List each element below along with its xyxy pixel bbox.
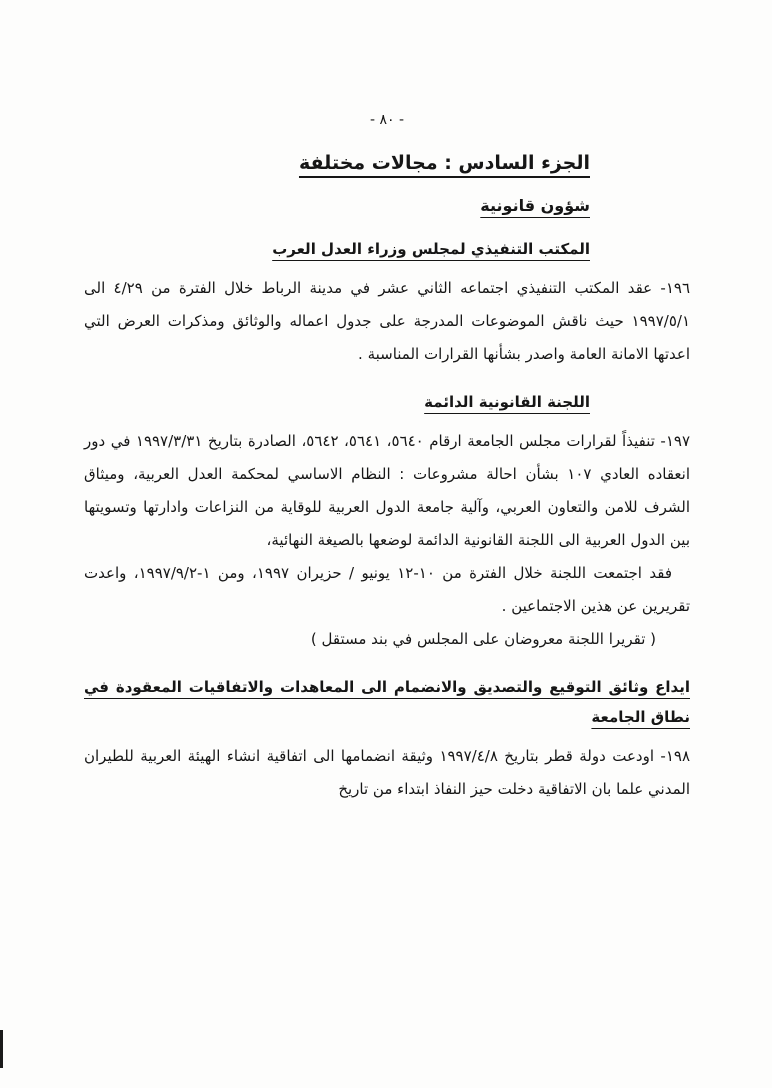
paragraph-196: ١٩٦- عقد المكتب التنفيذي اجتماعه الثاني عشر في مدينة الرباط خلال الفترة من ٤/٢٩ الى ١٩٩٧/٥/١ حيث ناقش الموضوعات المدرجة على جدول اعماله والوثائق ومذكرات العرض التي اعدتها الامانة العامة واصدر بشأنها القرارات المناسبة . bbox=[84, 279, 690, 363]
page-number: - ٨٠ - bbox=[369, 112, 405, 128]
heading-deposit-of-instruments: ايداع وثائق التوقيع والتصديق والانضمام الى المعاهدات والاتفاقيات المعقودة في نطاق الجامعة bbox=[84, 678, 690, 726]
paragraph-198: ١٩٨- اودعت دولة قطر بتاريخ ١٩٩٧/٤/٨ وثيقة انضمامها الى اتفاقية انشاء الهيئة العربية للطيران المدني علما بان الاتفاقية دخلت حيز النفاذ ابتداء من تاريخ bbox=[84, 747, 690, 798]
scan-artifact bbox=[0, 1030, 3, 1068]
page-content bbox=[84, 112, 690, 814]
legal-affairs-subtitle: شؤون قانونية bbox=[480, 196, 590, 215]
heading-executive-office: المكتب التنفيذي لمجلس وزراء العدل العرب bbox=[272, 240, 590, 258]
paragraph-197-meetings: فقد اجتمعت اللجنة خلال الفترة من ١٠-١٢ يونيو / حزيران ١٩٩٧، ومن ١-١٩٩٧/٩/٢، واعدت تقريرين عن هذين الاجتماعين . bbox=[84, 564, 690, 615]
paragraph-197-note: ( تقريرا اللجنة معروضان على المجلس في بند مستقل ) bbox=[310, 630, 656, 648]
heading-permanent-legal-committee: اللجنة القانونية الدائمة bbox=[424, 393, 590, 411]
paragraph-197: ١٩٧- تنفيذاً لقرارات مجلس الجامعة ارقام ٥٦٤٠، ٥٦٤١، ٥٦٤٢، الصادرة بتاريخ ١٩٩٧/٣/٣١ في دور انعقاده العادي ١٠٧ بشأن احالة مشروعات : النظام الاساسي لمحكمة العدل العربية، وميثاق الشرف للامن والتعاون العربي، وآلية جامعة الدول العربية للوقاية من النزاعات وادارتها وتسويتها بين الدول العربية الى اللجنة القانونية الدائمة لوضعها بالصيغة النهائية، bbox=[84, 432, 691, 549]
part-title: الجزء السادس : مجالات مختلفة bbox=[298, 152, 590, 174]
